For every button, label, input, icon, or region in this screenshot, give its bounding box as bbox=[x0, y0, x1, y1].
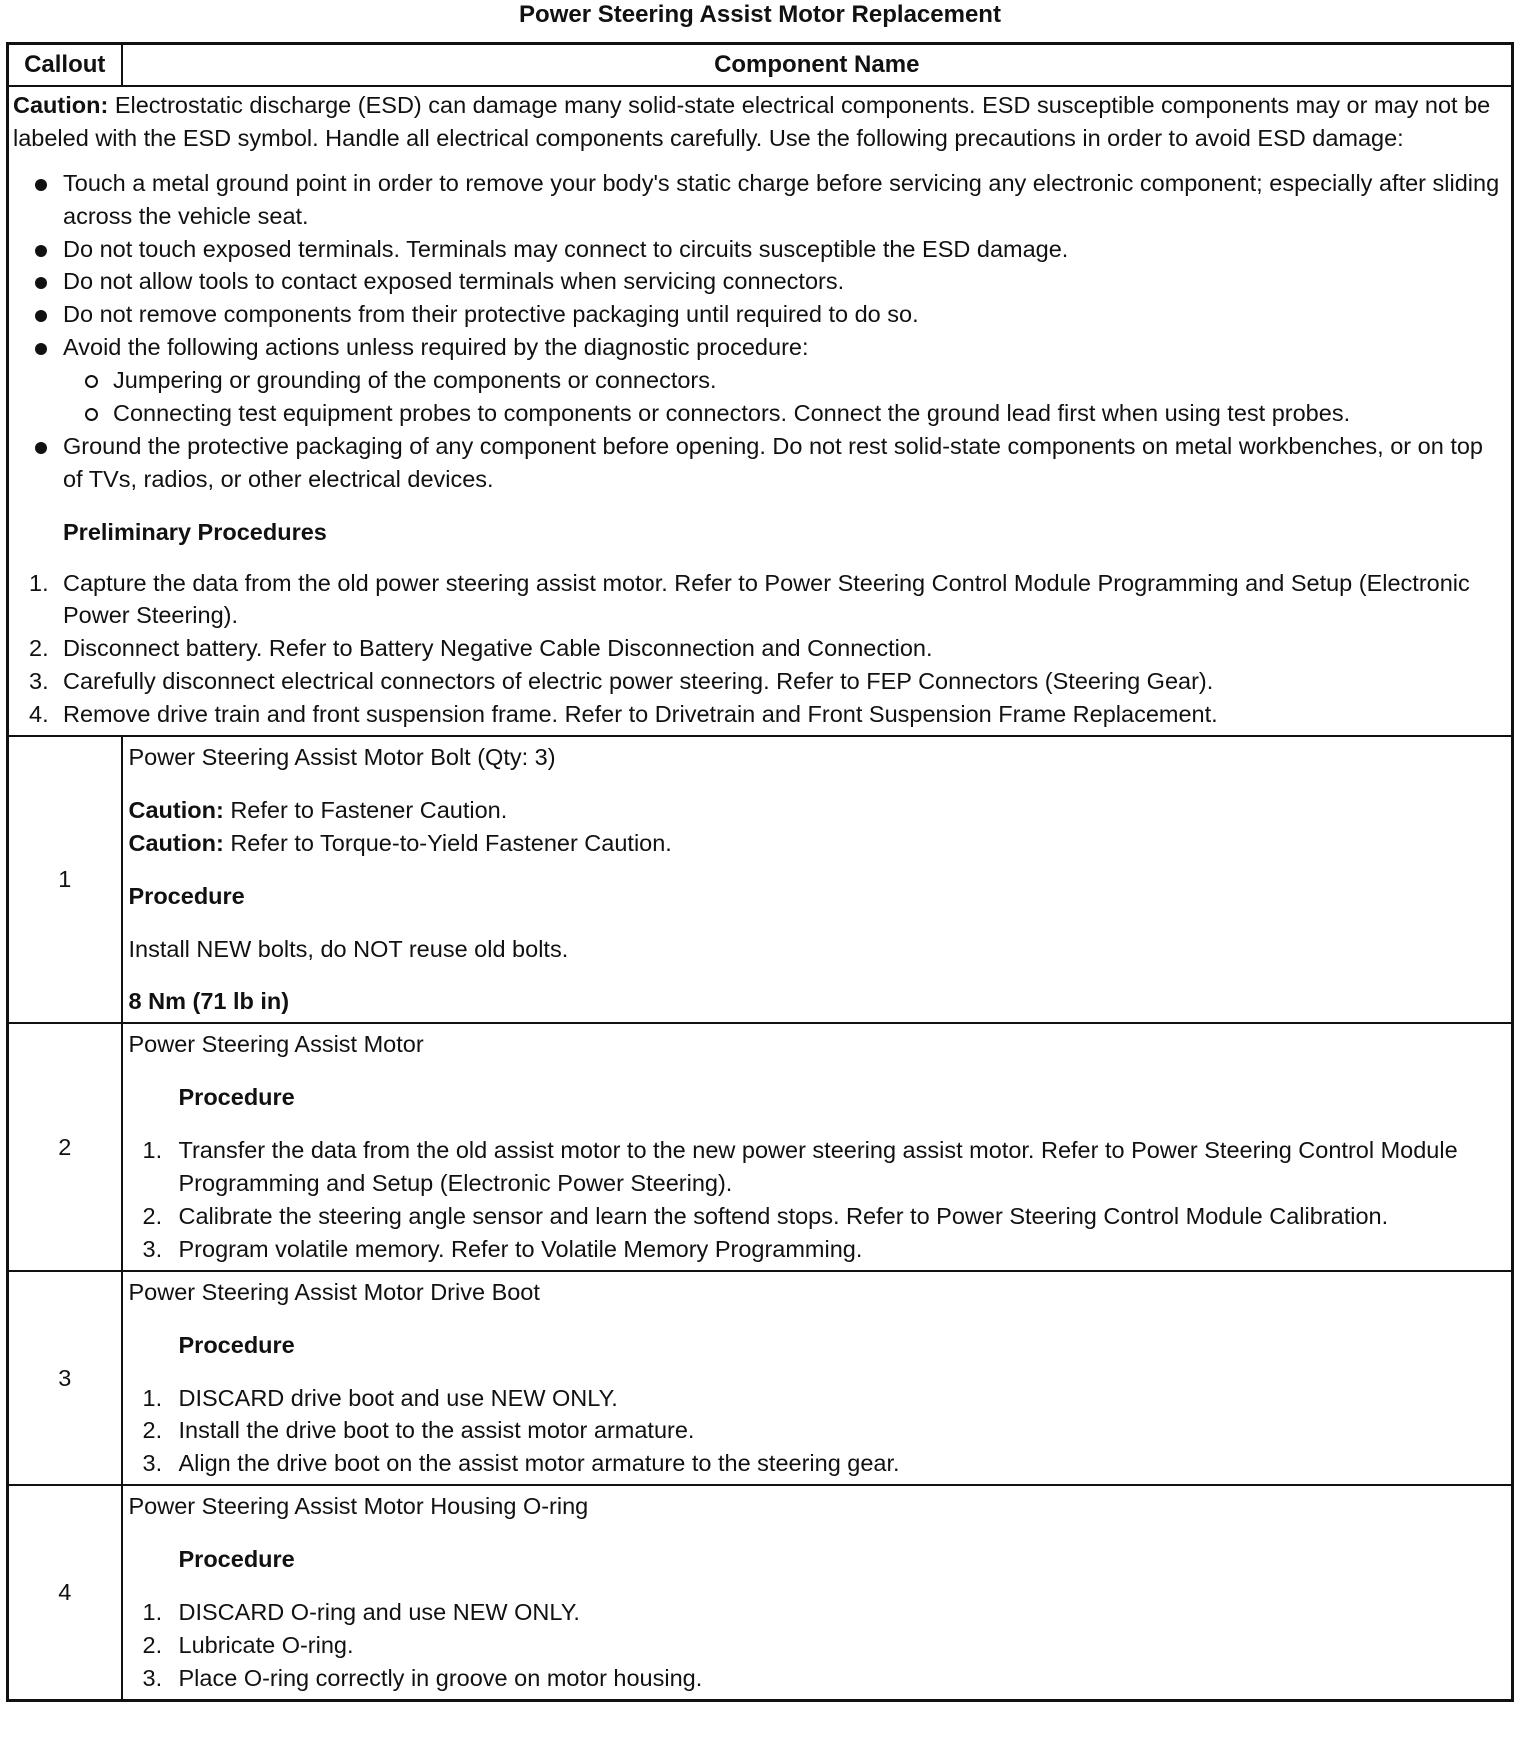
step-text: Align the drive boot on the assist motor armature to the steering gear. bbox=[178, 1450, 900, 1477]
component-name: Power Steering Assist Motor Housing O-ring bbox=[128, 1493, 589, 1520]
caution-label: Caution: bbox=[13, 92, 109, 118]
caution-label: Caution: bbox=[128, 796, 224, 823]
component-name: Power Steering Assist Motor Drive Boot bbox=[128, 1278, 540, 1305]
step-item bbox=[13, 567, 1503, 633]
step-text: Capture the data from the old power steering assist motor. Refer to Power Steering Control Module Programming and Setup (Electronic Power Steering). bbox=[63, 569, 1470, 629]
preliminary-steps bbox=[13, 567, 1503, 731]
torque-yield-caution bbox=[129, 827, 1506, 860]
step-number: 1. bbox=[29, 569, 49, 596]
callout-number: 1 bbox=[8, 736, 122, 1023]
step-text: Transfer the data from the old assist motor to the new power steering assist motor. Refer to Power Steering Control Module Programming and Setup (Electronic Power Steering). bbox=[178, 1137, 1458, 1197]
step-number: 2. bbox=[142, 1202, 163, 1229]
step-item bbox=[129, 1382, 1506, 1415]
list-item: Do not remove components from their protective packaging until required to do so. bbox=[13, 298, 1503, 331]
procedure-steps bbox=[129, 1134, 1506, 1266]
component-name: Power Steering Assist Motor bbox=[128, 1031, 424, 1058]
step-text: Carefully disconnect electrical connectors of electric power steering. Refer to FEP Connectors (Steering Gear). bbox=[63, 668, 1214, 695]
step-text: Program volatile memory. Refer to Volatile Memory Programming. bbox=[178, 1235, 863, 1262]
step-item bbox=[129, 1447, 1506, 1480]
step-number: 1. bbox=[142, 1384, 163, 1411]
list-item bbox=[13, 331, 1503, 430]
sub-list-item: Connecting test equipment probes to components or connectors. Connect the ground lead first when using test probes. bbox=[63, 397, 1503, 430]
step-text: Remove drive train and front suspension frame. Refer to Drivetrain and Front Suspension Frame Replacement. bbox=[63, 701, 1218, 728]
step-number: 4. bbox=[29, 701, 49, 728]
table-row bbox=[8, 736, 1513, 1023]
step-item bbox=[129, 1596, 1506, 1629]
step-number: 2. bbox=[29, 635, 49, 662]
preliminary-heading: Preliminary Procedures bbox=[63, 518, 327, 545]
procedure-heading: Procedure bbox=[178, 1331, 295, 1358]
step-text: Disconnect battery. Refer to Battery Negative Cable Disconnection and Connection. bbox=[63, 635, 933, 662]
caution-label: Caution: bbox=[128, 829, 224, 856]
step-number: 3. bbox=[142, 1450, 163, 1477]
page-title: Power Steering Assist Motor Replacement bbox=[519, 1, 1001, 28]
step-item bbox=[129, 1233, 1506, 1266]
table-row bbox=[8, 1271, 1513, 1485]
step-text: Place O-ring correctly in groove on motor housing. bbox=[178, 1664, 703, 1691]
list-item: Ground the protective packaging of any component before opening. Do not rest solid-state components on metal workbenches, or on top of TVs, radios, or other electrical devices. bbox=[13, 430, 1503, 496]
component-cell bbox=[122, 736, 1513, 1023]
caution-text: Refer to Torque-to-Yield Fastener Caution. bbox=[230, 829, 672, 856]
component-name: Power Steering Assist Motor Bolt (Qty: 3) bbox=[128, 744, 556, 771]
component-cell bbox=[122, 1271, 1513, 1485]
step-number: 2. bbox=[142, 1417, 163, 1444]
step-text: Install the drive boot to the assist motor armature. bbox=[178, 1417, 695, 1444]
step-text: Lubricate O-ring. bbox=[178, 1631, 354, 1658]
step-number: 3. bbox=[29, 668, 49, 695]
component-cell bbox=[122, 1023, 1513, 1270]
step-text: DISCARD O-ring and use NEW ONLY. bbox=[178, 1598, 580, 1625]
step-item bbox=[13, 632, 1503, 665]
procedure-steps bbox=[129, 1382, 1506, 1481]
list-item: Touch a metal ground point in order to remove your body's static charge before servicing any electronic component; especially after sliding across the vehicle seat. bbox=[13, 167, 1503, 233]
list-item: Do not allow tools to contact exposed terminals when servicing connectors. bbox=[13, 265, 1503, 298]
list-item-text: Avoid the following actions unless required by the diagnostic procedure: bbox=[63, 334, 809, 361]
torque-spec: 8 Nm (71 lb in) bbox=[128, 988, 290, 1015]
step-number: 1. bbox=[142, 1598, 163, 1625]
step-number: 2. bbox=[142, 1631, 163, 1658]
step-number: 3. bbox=[142, 1664, 163, 1691]
step-item bbox=[129, 1629, 1506, 1662]
procedure-text: Install NEW bolts, do NOT reuse old bolts. bbox=[128, 935, 569, 962]
caution-text: Refer to Fastener Caution. bbox=[230, 796, 508, 823]
table-header-row bbox=[8, 44, 1513, 87]
step-item bbox=[129, 1662, 1506, 1695]
procedure-steps bbox=[129, 1596, 1506, 1695]
step-item bbox=[129, 1134, 1506, 1200]
avoid-actions-list bbox=[63, 364, 1503, 430]
esd-caution bbox=[13, 89, 1503, 155]
procedure-heading: Procedure bbox=[178, 1084, 295, 1111]
callout-column-header: Callout bbox=[8, 44, 122, 87]
callout-number: 3 bbox=[8, 1271, 122, 1485]
notes-cell bbox=[8, 86, 1513, 736]
step-text: DISCARD drive boot and use NEW ONLY. bbox=[178, 1384, 618, 1411]
component-column-header: Component Name bbox=[122, 44, 1513, 87]
caution-text: Electrostatic discharge (ESD) can damage many solid-state electrical components. ESD susceptible components may or may not be labeled with the ESD symbol. Handle all electrical components carefully. Use the following precautions in order to avoid ESD damage: bbox=[13, 92, 1491, 151]
step-item bbox=[13, 665, 1503, 698]
table-row bbox=[8, 1023, 1513, 1270]
procedure-heading: Procedure bbox=[178, 1546, 295, 1573]
component-cell bbox=[122, 1485, 1513, 1700]
esd-precautions-list bbox=[13, 167, 1503, 496]
list-item: Do not touch exposed terminals. Terminals may connect to circuits susceptible the ESD damage. bbox=[13, 233, 1503, 266]
fastener-caution bbox=[129, 794, 1506, 827]
step-item bbox=[129, 1414, 1506, 1447]
step-text: Calibrate the steering angle sensor and learn the softend stops. Refer to Power Steering Control Module Calibration. bbox=[178, 1202, 1389, 1229]
step-number: 3. bbox=[142, 1235, 163, 1262]
table-row bbox=[8, 1485, 1513, 1700]
step-item bbox=[13, 698, 1503, 731]
procedure-table bbox=[6, 42, 1514, 1702]
step-item bbox=[129, 1200, 1506, 1233]
sub-list-item: Jumpering or grounding of the components or connectors. bbox=[63, 364, 1503, 397]
notes-row bbox=[8, 86, 1513, 736]
step-number: 1. bbox=[142, 1137, 163, 1164]
callout-number: 4 bbox=[8, 1485, 122, 1700]
procedure-heading: Procedure bbox=[128, 882, 245, 909]
callout-number: 2 bbox=[8, 1023, 122, 1270]
